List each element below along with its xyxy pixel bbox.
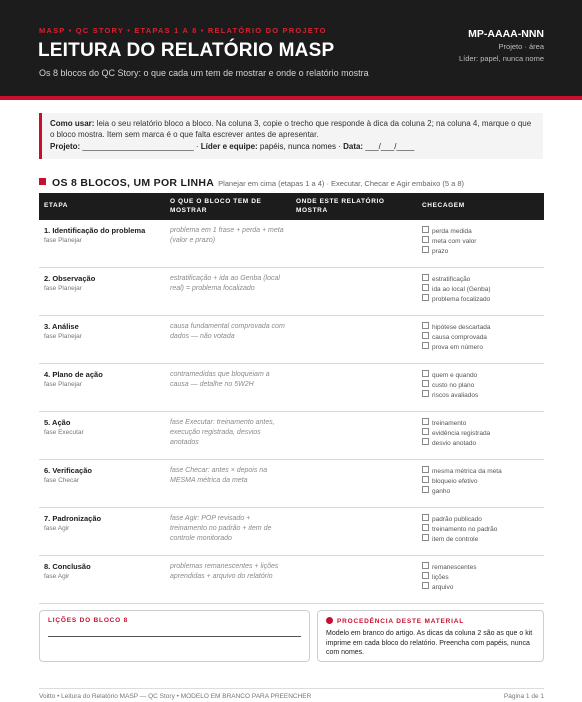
check-item[interactable] <box>422 534 539 544</box>
cell-where-shown[interactable] <box>291 364 417 412</box>
step-name: 7. Padronização <box>44 514 102 523</box>
cell-hint <box>165 556 291 604</box>
cell-hint <box>165 268 291 316</box>
check-label: desvio anotado <box>432 440 477 447</box>
cell-where-shown[interactable] <box>291 268 417 316</box>
table-row <box>39 460 544 508</box>
step-name: 3. Análise <box>44 322 79 331</box>
cell-etapa <box>39 412 165 460</box>
check-label: treinamento no padrão <box>432 526 498 533</box>
check-item[interactable] <box>422 370 539 380</box>
step-hint: fase Checar: antes × depois na MESMA métrica da meta <box>170 467 268 484</box>
step-phase: fase Checar <box>44 477 80 484</box>
checkbox-icon[interactable] <box>422 236 429 243</box>
table-row <box>39 220 544 268</box>
project-label: Projeto: <box>50 142 81 151</box>
project-area: Projeto · área <box>498 42 544 51</box>
table-row <box>39 412 544 460</box>
step-hint: problema em 1 frase + perda + meta (valor e prazo) <box>170 227 284 244</box>
check-item[interactable] <box>422 582 539 592</box>
checkbox-icon[interactable] <box>422 370 429 377</box>
check-item[interactable] <box>422 514 539 524</box>
checkbox-icon[interactable] <box>422 226 429 233</box>
cell-checks <box>417 508 544 556</box>
checkbox-icon[interactable] <box>422 514 429 521</box>
footer-divider <box>39 688 544 689</box>
check-item[interactable] <box>422 226 539 236</box>
footer-text: Voitto • Leitura do Relatório MASP — QC Story • MODELO EM BRANCO PARA PREENCHER <box>39 693 312 700</box>
step-name: 8. Conclusão <box>44 562 91 571</box>
step-hint: fase Executar: treinamento antes, execução registrada, desvios anotados <box>170 419 275 446</box>
provenance-heading <box>326 617 464 625</box>
step-phase: fase Executar <box>44 429 84 436</box>
check-item[interactable] <box>422 466 539 476</box>
check-item[interactable] <box>422 380 539 390</box>
check-label: mesma métrica da meta <box>432 468 502 475</box>
check-label: lições <box>432 574 449 581</box>
checkbox-icon[interactable] <box>422 342 429 349</box>
check-label: padrão publicado <box>432 516 482 523</box>
cell-where-shown[interactable] <box>291 316 417 364</box>
cell-where-shown[interactable] <box>291 556 417 604</box>
checkbox-icon[interactable] <box>422 332 429 339</box>
cell-where-shown[interactable] <box>291 220 417 268</box>
check-label: remanescentes <box>432 564 477 571</box>
cell-etapa <box>39 268 165 316</box>
checkbox-icon[interactable] <box>422 466 429 473</box>
col-header-checagem: CHECAGEM <box>417 193 544 220</box>
check-label: hipótese descartada <box>432 324 491 331</box>
checkbox-icon[interactable] <box>422 562 429 569</box>
cell-etapa <box>39 556 165 604</box>
provenance-text: Modelo em branco do artigo. As dicas da coluna 2 são as que o kit imprime em cada bloco do relatório. Preencha com papéis, nunca com nomes. <box>326 630 533 656</box>
checkbox-icon[interactable] <box>422 246 429 253</box>
cell-checks <box>417 460 544 508</box>
cell-hint <box>165 364 291 412</box>
table-header-row <box>39 193 544 220</box>
check-label: causa comprovada <box>432 334 487 341</box>
provenance-box <box>317 610 544 662</box>
check-item[interactable] <box>422 236 539 246</box>
date-label: Data: <box>343 142 364 151</box>
header-accent-bar <box>0 96 582 100</box>
cell-hint <box>165 412 291 460</box>
table-row <box>39 364 544 412</box>
checkbox-icon[interactable] <box>422 534 429 541</box>
check-item[interactable] <box>422 390 539 400</box>
checkbox-icon[interactable] <box>422 476 429 483</box>
check-label: evidência registrada <box>432 430 491 437</box>
provenance-dot-icon <box>326 617 333 624</box>
check-label: treinamento <box>432 420 467 427</box>
cell-hint <box>165 220 291 268</box>
checkbox-icon[interactable] <box>422 582 429 589</box>
leader-note: Líder: papel, nunca nome <box>458 54 544 63</box>
checkbox-icon[interactable] <box>422 524 429 531</box>
step-name: 6. Verificação <box>44 466 92 475</box>
step-hint: causa fundamental comprovada com dados — não votada <box>170 323 285 340</box>
lessons-box <box>39 610 310 662</box>
date-field[interactable]: ___/___/____ <box>363 142 415 151</box>
leader-field[interactable]: papéis, nunca nomes · <box>257 142 344 151</box>
checkbox-icon[interactable] <box>422 486 429 493</box>
cell-checks <box>417 556 544 604</box>
cell-checks <box>417 220 544 268</box>
cell-where-shown[interactable] <box>291 460 417 508</box>
cell-etapa <box>39 508 165 556</box>
how-to-use-text <box>50 119 533 140</box>
step-name: 5. Ação <box>44 418 71 427</box>
step-phase: fase Agir <box>44 525 70 532</box>
check-label: problema focalizado <box>432 296 491 303</box>
check-item[interactable] <box>422 572 539 582</box>
cell-checks <box>417 268 544 316</box>
cell-etapa <box>39 364 165 412</box>
check-item[interactable] <box>422 246 539 256</box>
checkbox-icon[interactable] <box>422 380 429 387</box>
how-to-use-box <box>39 113 543 159</box>
cell-etapa <box>39 316 165 364</box>
check-label: estratificação <box>432 276 471 283</box>
checkbox-icon[interactable] <box>422 284 429 291</box>
checkbox-icon[interactable] <box>422 572 429 579</box>
section-heading <box>39 173 464 191</box>
check-item[interactable] <box>422 418 539 428</box>
step-name: 1. Identificação do problema <box>44 226 146 235</box>
check-label: meta com valor <box>432 238 477 245</box>
check-item[interactable] <box>422 332 539 342</box>
cell-etapa <box>39 220 165 268</box>
step-phase: fase Planejar <box>44 285 82 292</box>
check-item[interactable] <box>422 562 539 572</box>
blocks-table <box>39 193 544 604</box>
lessons-label: LIÇÕES DO BLOCO 8 <box>48 617 129 624</box>
cell-etapa <box>39 460 165 508</box>
step-hint: contramedidas que bloqueiam a causa — detalhe no 5W2H <box>170 371 270 388</box>
page-title: LEITURA DO RELATÓRIO MASP <box>38 40 335 61</box>
cell-where-shown[interactable] <box>291 508 417 556</box>
check-item[interactable] <box>422 274 539 284</box>
check-label: prazo <box>432 248 449 255</box>
cell-checks <box>417 364 544 412</box>
cell-hint <box>165 316 291 364</box>
cell-where-shown[interactable] <box>291 412 417 460</box>
check-label: quem e quando <box>432 372 478 379</box>
col-header-where-shown: ONDE ESTE RELATÓRIO MOSTRA <box>291 193 417 220</box>
checkbox-icon[interactable] <box>422 322 429 329</box>
check-label: ganho <box>432 488 451 495</box>
check-item[interactable] <box>422 322 539 332</box>
check-label: prova em número <box>432 344 483 351</box>
table-row <box>39 508 544 556</box>
table-row <box>39 316 544 364</box>
step-phase: fase Planejar <box>44 333 82 340</box>
leader-label: Líder e equipe: <box>200 142 258 151</box>
page-subtitle: Os 8 blocos do QC Story: o que cada um tem de mostrar e onde o relatório mostra <box>39 68 369 78</box>
cell-checks <box>417 316 544 364</box>
check-item[interactable] <box>422 284 539 294</box>
check-item[interactable] <box>422 342 539 352</box>
check-label: riscos avaliados <box>432 392 479 399</box>
step-hint: estratificação + ida ao Genba (local real) = problema focalizado <box>170 275 280 292</box>
check-item[interactable] <box>422 294 539 304</box>
check-item[interactable] <box>422 486 539 496</box>
check-label: ida ao local (Genba) <box>432 286 491 293</box>
document-code: MP-AAAA-NNN <box>468 28 544 40</box>
table-row <box>39 556 544 604</box>
section-square-icon <box>39 178 46 185</box>
step-phase: fase Planejar <box>44 237 82 244</box>
check-item[interactable] <box>422 438 539 448</box>
col-header-what-to-show: O QUE O BLOCO TEM DE MOSTRAR <box>165 193 291 220</box>
check-label: item de controle <box>432 536 479 543</box>
checkbox-icon[interactable] <box>422 438 429 445</box>
step-phase: fase Planejar <box>44 381 82 388</box>
step-phase: fase Agir <box>44 573 70 580</box>
section-note: Planejar em cima (etapas 1 a 4) · Executar, Checar e Agir embaixo (5 a 8) <box>218 179 465 188</box>
check-item[interactable] <box>422 476 539 486</box>
step-hint: fase Agir: POP revisado + treinamento no padrão + item de controle monitorado <box>170 515 272 542</box>
lessons-write-line[interactable] <box>48 636 301 637</box>
checkbox-icon[interactable] <box>422 428 429 435</box>
checkbox-icon[interactable] <box>422 274 429 281</box>
col-header-etapa: ETAPA <box>39 193 165 220</box>
step-name: 4. Plano de ação <box>44 370 103 379</box>
section-title: OS 8 BLOCOS, UM POR LINHA <box>52 177 215 189</box>
header-kicker: MASP • QC STORY • ETAPAS 1 A 8 • RELATÓRIO DO PROJETO <box>39 26 327 35</box>
check-label: bloqueio efetivo <box>432 478 478 485</box>
cell-hint <box>165 460 291 508</box>
check-item[interactable] <box>422 524 539 534</box>
check-label: custo no plano <box>432 382 475 389</box>
check-item[interactable] <box>422 428 539 438</box>
cell-checks <box>417 412 544 460</box>
page-number: Página 1 de 1 <box>503 693 544 700</box>
cell-hint <box>165 508 291 556</box>
step-name: 2. Observação <box>44 274 96 283</box>
checkbox-icon[interactable] <box>422 294 429 301</box>
step-hint: problemas remanescentes + lições aprendidas + arquivo do relatório <box>170 563 279 580</box>
table-row <box>39 268 544 316</box>
project-field[interactable]: _________________________ · <box>80 142 201 151</box>
provenance-label: PROCEDÊNCIA DESTE MATERIAL <box>337 618 464 625</box>
how-to-use-body: leia o seu relatório bloco a bloco. Na coluna 3, copie o trecho que responde à dica da coluna 2; na coluna 4, marque o que o bloco mostra. Item sem marca é o que falta escrever antes de apresentar. <box>50 119 532 139</box>
how-to-use-label: Como usar: <box>50 119 95 128</box>
check-label: arquivo <box>432 584 454 591</box>
checkbox-icon[interactable] <box>422 390 429 397</box>
project-fields <box>50 142 533 153</box>
checkbox-icon[interactable] <box>422 418 429 425</box>
check-label: perda medida <box>432 228 472 235</box>
